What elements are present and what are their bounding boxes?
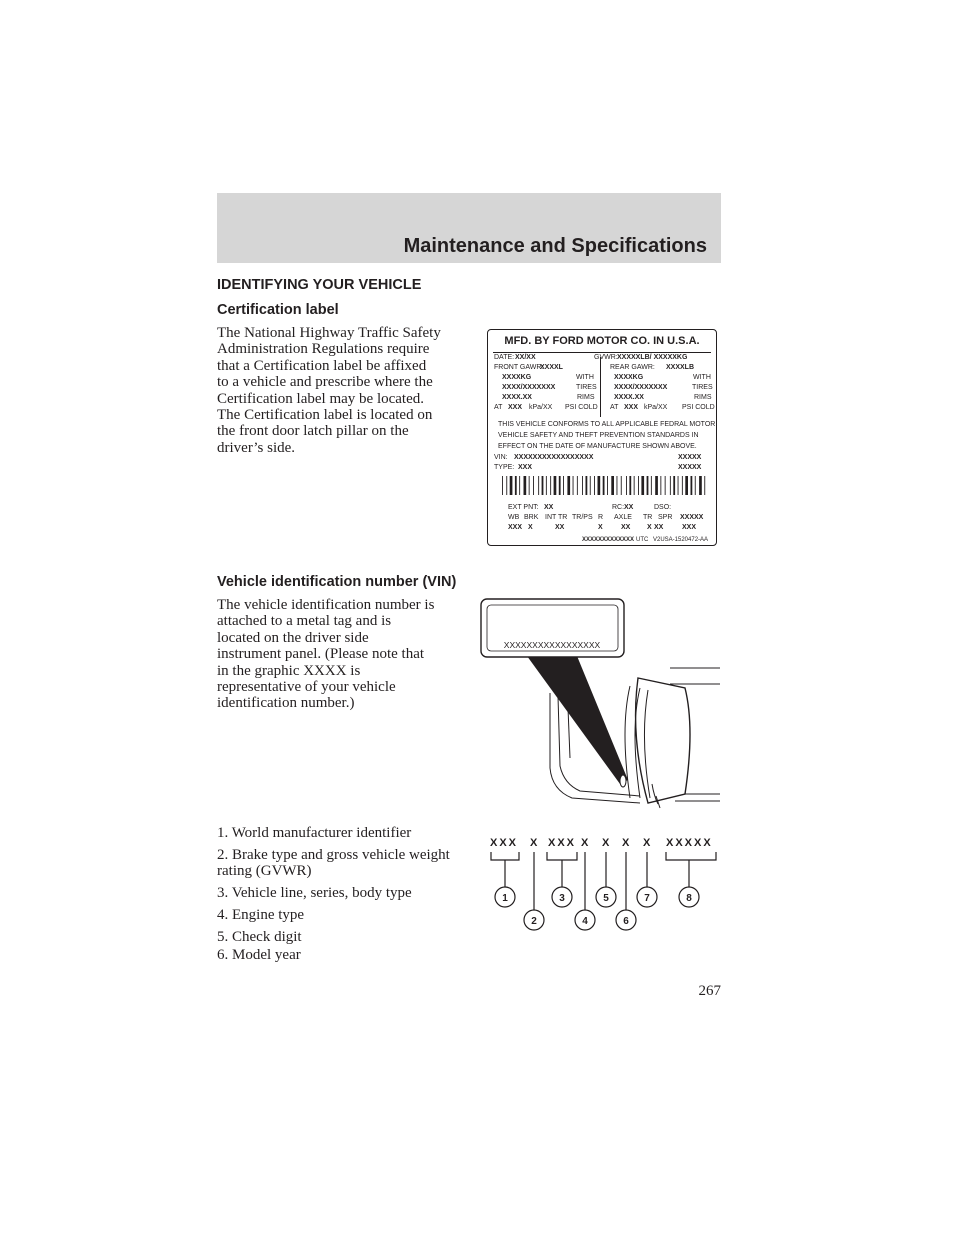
barcode-bar [519, 476, 520, 495]
page-title: Maintenance and Specifications [403, 235, 707, 257]
list-item: 5. Check digit [217, 929, 302, 945]
vin-group: XXX [490, 837, 519, 849]
label-rims: RIMS [694, 394, 712, 401]
label-conform-line: EFFECT ON THE DATE OF MANUFACTURE SHOWN ABOVE. [498, 443, 697, 450]
label-psi-cold: PSI COLD [682, 404, 715, 411]
cert-line: that a Certification label be affixed [217, 357, 427, 374]
label-last-value: XXX [682, 524, 697, 531]
barcode-bar [638, 476, 639, 495]
label-dso-label: DSO: [654, 504, 672, 511]
vin-line: attached to a metal tag and is [217, 613, 392, 630]
vin-heading: Vehicle identification number (VIN) [217, 574, 457, 590]
label-kpa-unit: kPa/XX [644, 404, 668, 411]
page-number: 267 [698, 983, 721, 999]
vin-line: identification number.) [217, 695, 355, 712]
label-tr-value: X [647, 524, 652, 531]
cert-paragraph [217, 325, 441, 456]
barcode-bar [590, 476, 591, 495]
barcode-bar [651, 476, 652, 495]
barcode-bar [673, 476, 675, 495]
label-tires: TIRES [576, 384, 597, 391]
label-part-number: V2USA-1520472-AA [653, 537, 709, 543]
vin-group: X [602, 837, 612, 849]
label-tire-value: XXXX/XXXXXXX [614, 384, 668, 391]
list-item: 2. Brake type and gross vehicle weight rating (GVWR) [217, 847, 450, 879]
barcode-bar [699, 476, 702, 495]
vin-paragraph [217, 597, 434, 712]
label-gvwr-value: XXXXXLB/ XXXXXKG [617, 354, 688, 361]
label-psi-value: XXX [508, 404, 523, 411]
label-footer-code: XXXXXXXXXXXXX [582, 537, 635, 543]
barcode-bar [607, 476, 608, 495]
barcode-bar [695, 476, 696, 495]
vin-group: X [643, 837, 653, 849]
cert-line: Certification label may be located. [217, 390, 424, 407]
label-psi-value: XXX [624, 404, 639, 411]
label-kg-value: XXXXKG [614, 374, 644, 381]
barcode-bar [559, 476, 561, 495]
label-r: R [598, 514, 604, 521]
label-spr: SPR [658, 514, 673, 521]
vin-group: X [581, 837, 591, 849]
label-rear-gawr-value: XXXXLB [666, 364, 695, 371]
label-with: WITH [576, 374, 594, 381]
barcode-bar [598, 476, 601, 495]
label-wb-value: XXX [508, 524, 523, 531]
label-type-value: XXX [518, 464, 533, 471]
barcode-bar [660, 476, 661, 495]
label-axle-value: XX [621, 524, 631, 531]
label-divider [493, 352, 711, 353]
label-tr-ps: TR/PS [572, 514, 593, 521]
barcode-bar [538, 476, 539, 495]
marker-8: 8 [686, 893, 692, 904]
label-vin-right: XXXXX [678, 454, 702, 461]
label-wb: WB [508, 514, 520, 521]
label-conform-line: THIS VEHICLE CONFORMS TO ALL APPLICABLE FEDRAL MOTOR [498, 421, 716, 428]
vin-line: in the graphic XXXX is [217, 662, 361, 679]
vin-location-diagram [480, 598, 720, 813]
barcode-bar [542, 476, 544, 495]
certification-label [487, 329, 717, 546]
barcode-bar [563, 476, 564, 495]
cert-line: The Certification label is located on [217, 407, 433, 424]
label-brk-value: X [528, 524, 533, 531]
label-type-right: XXXXX [678, 464, 702, 471]
label-axle: AXLE [614, 514, 632, 521]
barcode-bar [629, 476, 631, 495]
barcode-bar [567, 476, 570, 495]
vin-line: instrument panel. (Please note that [217, 646, 425, 663]
label-utc: UTC [636, 537, 649, 543]
barcode-bar [506, 476, 507, 495]
cert-heading: Certification label [217, 302, 339, 318]
cert-line: Administration Regulations require [217, 341, 430, 358]
label-with: WITH [693, 374, 711, 381]
label-tire-value: XXXX/XXXXXXX [502, 384, 556, 391]
label-at: AT [610, 404, 619, 411]
list-item: 4. Engine type [217, 907, 305, 923]
barcode-bar [641, 476, 644, 495]
label-int-tr: INT TR [545, 514, 568, 521]
vin-line: representative of your vehicle [217, 679, 396, 696]
vin-group: X [530, 837, 540, 849]
pointer-wedge [527, 656, 628, 784]
list-item: 1. World manufacturer identifier [217, 825, 412, 841]
vin-line: The vehicle identification number is [217, 597, 435, 613]
label-type-label: TYPE: [494, 464, 515, 471]
barcode-bar [682, 476, 683, 495]
barcode-bar [685, 476, 688, 495]
label-brk: BRK [524, 514, 539, 521]
barcode-bar [665, 476, 666, 495]
label-rim-value: XXXX.XX [614, 394, 644, 401]
barcode-bar [515, 476, 517, 495]
label-kpa-unit: kPa/XX [529, 404, 553, 411]
vin-code-diagram [486, 830, 721, 940]
label-r-value: X [598, 524, 603, 531]
label-date-label: DATE: [494, 354, 515, 361]
barcode-graphic [502, 476, 706, 495]
vin-legend-list [217, 825, 467, 969]
barcode-bar [611, 476, 614, 495]
label-at: AT [494, 404, 503, 411]
barcode-bar [577, 476, 578, 495]
barcode-bar [691, 476, 693, 495]
barcode-bar [554, 476, 557, 495]
cert-line: driver’s side. [217, 439, 296, 456]
barcode-bar [582, 476, 583, 495]
label-vin-value: XXXXXXXXXXXXXXXXX [514, 454, 594, 461]
barcode-bar [550, 476, 551, 495]
marker-5: 5 [603, 893, 609, 904]
barcode-bar [529, 476, 530, 495]
barcode-bar [617, 476, 618, 495]
barcode-bar [546, 476, 547, 495]
label-vin-label: VIN: [494, 454, 508, 461]
cert-line: The National Highway Traffic Safety [217, 325, 441, 341]
label-xxxxx: XXXXX [680, 514, 704, 521]
barcode-bar [647, 476, 649, 495]
label-front-gawr-value: XXXXL [540, 364, 563, 371]
barcode-bar [502, 476, 503, 495]
section-title: IDENTIFYING YOUR VEHICLE [217, 277, 422, 293]
label-tires: TIRES [692, 384, 713, 391]
barcode-bar [655, 476, 658, 495]
barcode-bar [594, 476, 595, 495]
label-psi-cold: PSI COLD [565, 404, 598, 411]
barcode-bar [704, 476, 705, 495]
page-header [217, 193, 721, 263]
label-column-divider [600, 357, 601, 417]
vin-line: located on the driver side [217, 629, 369, 646]
cert-line: to a vehicle and prescribe where the [217, 374, 433, 391]
label-int-tr-value: XX [555, 524, 565, 531]
label-kg-value: XXXXKG [502, 374, 532, 381]
marker-4: 4 [582, 916, 588, 927]
label-rims: RIMS [577, 394, 595, 401]
marker-2: 2 [531, 916, 537, 927]
barcode-bar [634, 476, 635, 495]
label-title: MFD. BY FORD MOTOR CO. IN U.S.A. [504, 335, 700, 347]
vin-group: XXXXX [666, 837, 713, 849]
barcode-bar [670, 476, 671, 495]
barcode-bar [586, 476, 588, 495]
label-conform-line: VEHICLE SAFETY AND THEFT PREVENTION STANDARDS IN [498, 432, 699, 439]
label-rim-value: XXXX.XX [502, 394, 532, 401]
barcode-bar [603, 476, 605, 495]
marker-1: 1 [502, 893, 508, 904]
barcode-bar [678, 476, 679, 495]
list-item: 3. Vehicle line, series, body type [217, 885, 412, 901]
cert-line: the front door latch pillar on the [217, 423, 409, 440]
label-ext-pnt-label: EXT PNT: [508, 504, 539, 511]
marker-7: 7 [644, 893, 650, 904]
label-tr: TR [643, 514, 653, 521]
list-item: 6. Model year [217, 947, 301, 963]
barcode-bar [626, 476, 627, 495]
label-rear-gawr-label: REAR GAWR: [610, 364, 655, 371]
label-spr-value: XX [654, 524, 664, 531]
barcode-bar [524, 476, 527, 495]
label-rc-label: RC: [612, 504, 625, 511]
vin-tag-text: XXXXXXXXXXXXXXXXX [503, 640, 601, 650]
label-ext-pnt-value: XX [544, 504, 554, 511]
barcode-bar [573, 476, 574, 495]
label-gvwr-label: GVWR: [594, 354, 618, 361]
vin-group: XXX [548, 837, 577, 849]
barcode-bar [621, 476, 622, 495]
vin-group: X [622, 837, 632, 849]
marker-3: 3 [559, 893, 565, 904]
label-front-gawr-label: FRONT GAWR: [494, 364, 544, 371]
label-rc-value: XX [624, 504, 634, 511]
label-date-value: XX/XX [515, 354, 536, 361]
barcode-bar [533, 476, 534, 495]
marker-6: 6 [623, 916, 629, 927]
barcode-bar [510, 476, 513, 495]
